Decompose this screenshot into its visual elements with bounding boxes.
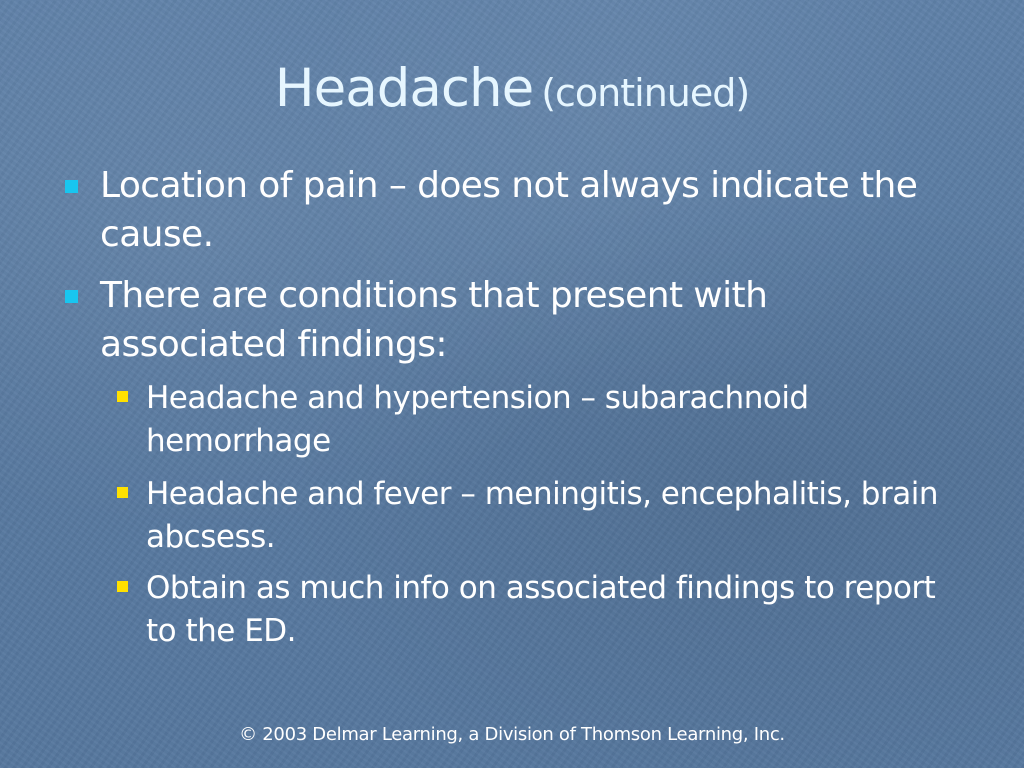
bullet-text: Location of pain – does not always indicate the cause. [100,165,918,255]
sub-bullet-square-icon [117,581,128,592]
sub-bullet-square-icon [117,487,128,498]
copyright-footer: © 2003 Delmar Learning, a Division of Thomson Learning, Inc. [239,724,785,745]
sub-bullet-text: Headache and hypertension – subarachnoid hemorrhage [146,380,809,459]
bullet-square-icon [65,290,78,303]
sub-bullet-text: Obtain as much info on associated findings to report to the ED. [146,570,936,649]
title-suffix: (continued) [541,71,750,115]
bullet-square-icon [65,180,78,193]
sub-bullet-text: Headache and fever – meningitis, encephalitis, brain abcsess. [146,476,938,555]
bullet-text: There are conditions that present with associated findings: [100,275,768,365]
title-main: Headache [274,58,534,119]
sub-bullet-square-icon [117,391,128,402]
